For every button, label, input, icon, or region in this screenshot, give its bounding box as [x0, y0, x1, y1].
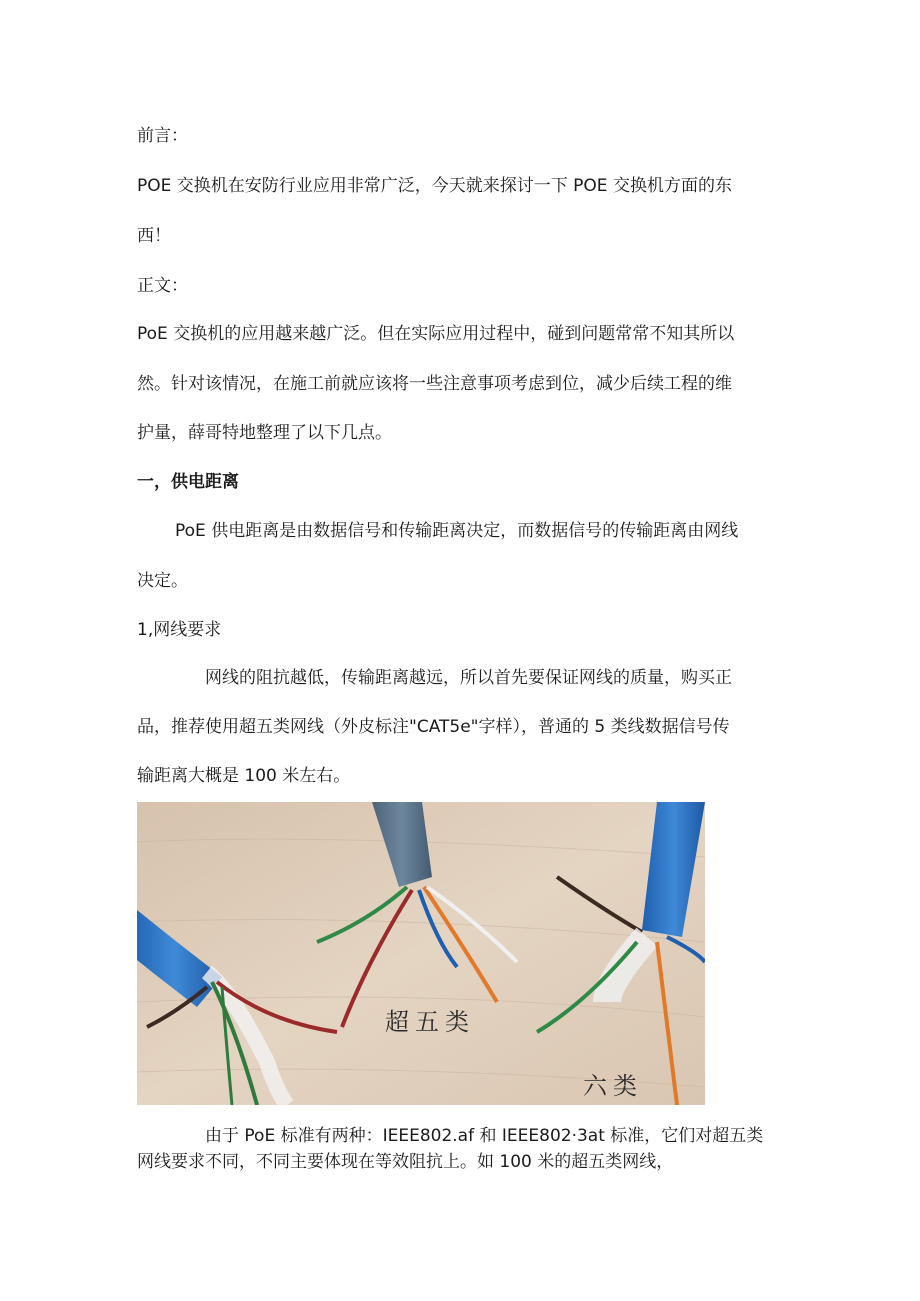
cable-paragraph-line-3: 输距离大概是 100 米左右。 [137, 766, 351, 786]
photo-label-cat5e: 超五类 [385, 1008, 475, 1036]
standard-paragraph-line-2: 网线要求不同，不同主要体现在等效阻抗上。如 100 米的超五类网线， [137, 1152, 674, 1172]
section-heading-power-distance: 一，供电距离 [137, 472, 239, 492]
standard-paragraph-line-1: 由于 PoE 标准有两种：IEEE802.af 和 IEEE802·3at 标准，它们对超五类 [205, 1126, 764, 1146]
body-paragraph-line-1: PoE 交换机的应用越来越广泛。但在实际应用过程中，碰到问题常常不知其所以 [137, 324, 735, 344]
section-paragraph-line-1: PoE 供电距离是由数据信号和传输距离决定，而数据信号的传输距离由网线 [175, 521, 739, 541]
subsection-heading-cable: 1,网线要求 [137, 620, 222, 640]
cable-paragraph-line-1: 网线的阻抗越低，传输距离越远，所以首先要保证网线的质量，购买正 [205, 668, 732, 688]
intro-heading: 前言： [137, 126, 188, 146]
cable-comparison-photo [137, 802, 705, 1105]
body-heading: 正文： [137, 276, 188, 296]
body-paragraph-line-3: 护量，薛哥特地整理了以下几点。 [137, 423, 392, 443]
photo-label-cat6: 六类 [583, 1072, 643, 1100]
section-paragraph-line-2: 决定。 [137, 571, 188, 591]
intro-paragraph-line-1: POE 交换机在安防行业应用非常广泛，今天就来探讨一下 POE 交换机方面的东 [137, 176, 732, 196]
body-paragraph-line-2: 然。针对该情况，在施工前就应该将一些注意事项考虑到位，减少后续工程的维 [137, 374, 732, 394]
cable-paragraph-line-2: 品，推荐使用超五类网线（外皮标注"CAT5e"字样），普通的 5 类线数据信号传 [137, 717, 730, 737]
intro-paragraph-line-2: 西！ [137, 226, 171, 246]
